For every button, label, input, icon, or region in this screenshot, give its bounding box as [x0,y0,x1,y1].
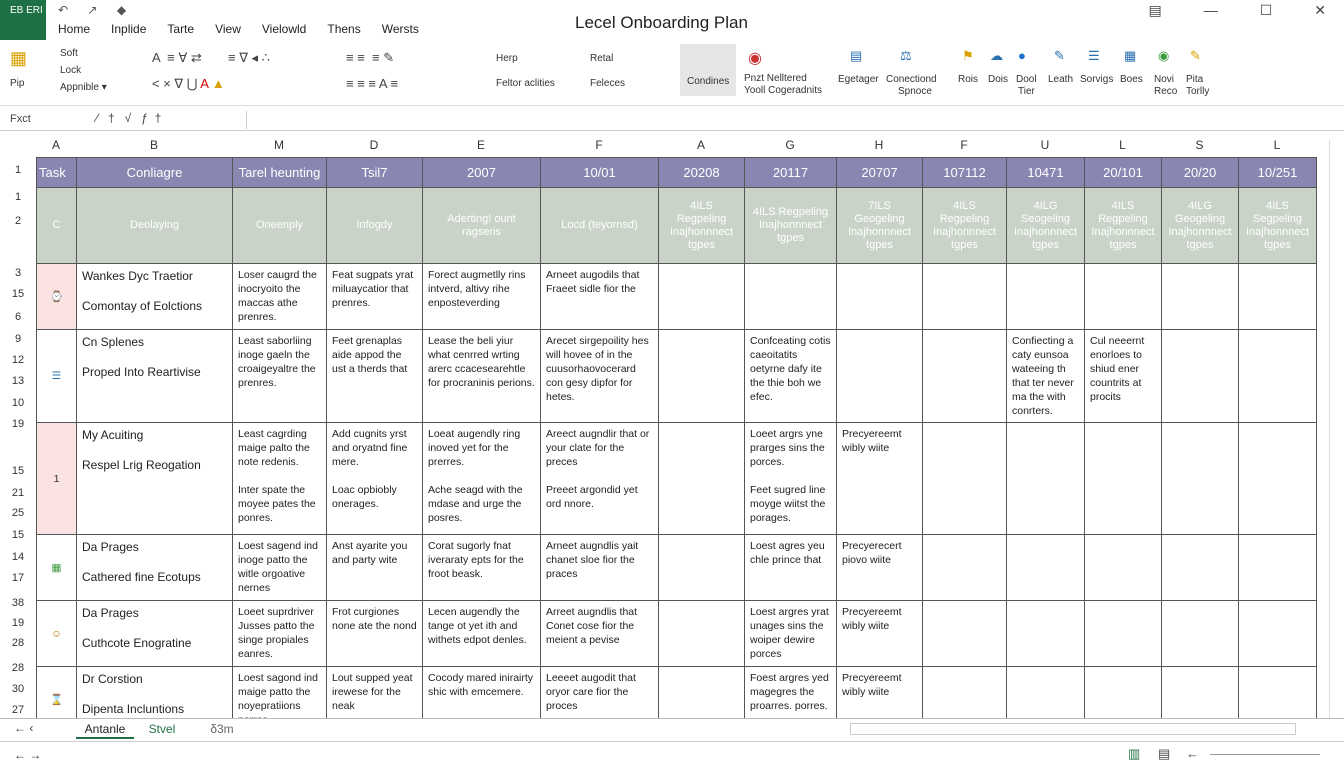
data-cell[interactable]: Corat sugorly fnat iveraraty epts for the froot beask. [423,535,541,601]
sheet-tab-new[interactable]: δ3m [210,722,234,736]
row-number[interactable]: 15 [11,465,25,477]
task-cell[interactable] [77,535,233,601]
pita-button[interactable]: Pita [1186,74,1204,85]
sheet-tab-antanle[interactable]: Antanle [76,719,134,739]
formula-tools-icon[interactable]: ∕ † √ ƒ † [96,111,162,125]
condines-label: Condines [687,76,730,87]
task-title: Da Prages [82,606,139,620]
header-cell[interactable]: 20707 [837,158,923,188]
row-number[interactable]: 17 [11,572,25,584]
data-cell[interactable] [1007,423,1085,535]
row-number[interactable]: 38 [11,597,25,609]
status-nav[interactable]: ← → [14,748,42,762]
task-title: Cn Splenes [82,335,145,349]
data-cell[interactable]: Frot curgiones none ate the nond [327,601,423,667]
tab-vielowld[interactable]: Vielowld [261,22,307,36]
task-title: Wankes Dyc Traetior [82,269,193,283]
task-cell[interactable] [77,264,233,330]
name-box[interactable]: Fxct [10,113,31,125]
sheet-nav-icon[interactable]: ← ‹ [14,721,34,735]
sheet-tab-bar [0,718,1344,740]
lock-button[interactable]: Lock [60,65,82,76]
column-header[interactable]: U [1040,138,1050,152]
ribbon-display-icon[interactable]: ▤ [1148,2,1162,18]
data-cell[interactable]: Cul neeernt enorloes to shiud ener countrits at procits [1085,330,1162,423]
data-cell[interactable]: Confiecting a caty eunsoa wateeing th that ter never ma the with conrters. [1007,330,1085,423]
menu-tabs [58,22,419,36]
app-logo: EB ERI [0,0,46,40]
dool-icon[interactable]: ● [1018,48,1026,63]
row-number[interactable]: 9 [14,333,22,345]
zoom-slider[interactable] [1210,754,1320,755]
rois-icon[interactable]: ⚑ [962,48,974,63]
data-cell[interactable] [1239,423,1317,535]
reco-label: Reco [1154,86,1178,97]
data-cell[interactable] [1239,535,1317,601]
data-cell[interactable]: Loeat augendly ring inoved yet for the prerres. Ache seagd with the mdase and urge the posres. [423,423,541,535]
dool-tier-label: Tier [1018,86,1035,97]
data-cell[interactable] [1007,264,1085,330]
rois-button[interactable]: Rois [958,74,979,85]
retal-button[interactable]: Retal [590,53,614,64]
row-number[interactable]: 19 [11,617,25,629]
task-title: Dr Corstion [82,672,143,686]
font-icon[interactable]: A ≡ ∀ ⇄ [152,50,202,65]
subheader-cell[interactable]: Infogdy [327,188,423,264]
header-cell[interactable]: 20/101 [1085,158,1162,188]
data-cell[interactable] [659,330,745,423]
row-number[interactable]: 1 [14,191,22,203]
task-cell[interactable] [77,601,233,667]
sorvigs-button[interactable]: Sorvigs [1080,74,1114,85]
subheader-cell[interactable]: 4ILG Geogeling Inajhonnnect tgpes [1162,188,1239,264]
column-header[interactable]: G [785,138,795,152]
header-cell[interactable]: 20208 [659,158,745,188]
table-row [37,601,1317,667]
data-cell[interactable] [923,264,1007,330]
header-cell[interactable]: 10471 [1007,158,1085,188]
row-icon: ▦ [37,535,77,601]
dois-icon[interactable]: ☁ [990,48,1003,63]
pita-icon[interactable]: ✎ [1190,48,1201,63]
subheader-cell[interactable]: 4ILS Regpeling Inajhonnnect tgpes [1085,188,1162,264]
data-cell[interactable] [1239,601,1317,667]
torlly-label: Torlly [1186,86,1210,97]
header-cell[interactable]: Tsil7 [327,158,423,188]
header-cell[interactable]: 2007 [423,158,541,188]
row-icon: ⌛ [37,667,77,733]
column-header[interactable]: F [960,138,968,152]
row-icon: ☰ [37,330,77,423]
data-cell[interactable] [659,535,745,601]
data-cell[interactable] [1085,423,1162,535]
soft-button[interactable]: Soft [60,48,78,59]
column-header[interactable]: A [696,138,705,152]
spnoce-label: Spnoce [898,86,932,97]
task-title: My Acuiting [82,428,144,442]
header-cell[interactable]: 20/20 [1162,158,1239,188]
table-row [37,423,1317,535]
zoom-out-icon[interactable]: ← [1186,746,1199,761]
sorvigs-icon[interactable]: ☰ [1088,48,1100,63]
header-cell[interactable]: 107112 [923,158,1007,188]
subheader-cell[interactable]: 4ILS Regpeling Inajhonnnect tgpes [745,188,837,264]
tab-home[interactable]: Home [58,22,91,36]
paste-button[interactable]: Pip [10,78,25,89]
tab-inplide[interactable]: Inplide [111,22,147,36]
column-header[interactable]: L [1273,138,1281,152]
row-number[interactable]: 10 [11,397,25,409]
row-number[interactable]: 15 [11,288,25,300]
data-cell[interactable]: Arecet sirgepoility hes will hovee of in the cuusorhaovocerard con gesy dipfor for hetes. [541,330,659,423]
document-title: Lecel Onboarding Plan [575,13,748,32]
data-cell[interactable] [1239,264,1317,330]
row-number[interactable]: 28 [11,662,25,674]
row-number[interactable]: 28 [11,637,25,649]
task-cell[interactable] [77,330,233,423]
column-header[interactable]: M [274,138,284,152]
data-cell[interactable]: Confceating cotis caeoitatits oetyrne dafy ite the thie boh we efec. [745,330,837,423]
column-header[interactable]: L [1119,138,1126,152]
ribbon [0,44,1344,106]
data-cell[interactable]: Foest argres yed magegres the proarres. porres. [745,667,837,733]
task-subtitle: Proped Into Reartivise [82,365,201,379]
dool-button[interactable]: Dool [1016,74,1037,85]
data-cell[interactable] [923,330,1007,423]
data-cell[interactable]: Precyerecert piovo wiite [837,535,923,601]
data-cell[interactable] [923,535,1007,601]
row-number[interactable]: 6 [14,311,22,323]
subheader-cell[interactable]: 4ILS Regpeling Inajhonnnect tgpes [659,188,745,264]
column-header[interactable]: F [595,138,603,152]
column-header[interactable]: D [369,138,379,152]
subheader-cell[interactable]: 7ILS Geogeling Inajhonnnect tgpes [837,188,923,264]
header-cell[interactable]: Tarel heunting [233,158,327,188]
row-icon: 1 [37,423,77,535]
data-cell[interactable] [1162,601,1239,667]
data-cell[interactable] [1162,535,1239,601]
data-cell[interactable] [1085,601,1162,667]
table-row [37,535,1317,601]
header-cell[interactable]: 20117 [745,158,837,188]
table-row [37,264,1317,330]
row-number[interactable]: 15 [11,529,25,541]
data-cell[interactable]: Loest sagend ind inoge patto the witle orgoative nernes [233,535,327,601]
data-cell[interactable] [1162,330,1239,423]
subheader-cell[interactable]: C [37,188,77,264]
row-number[interactable]: 30 [11,683,25,695]
novi-button[interactable]: Novi [1154,74,1175,85]
table-style-icon[interactable]: ▤ [850,48,863,63]
redo-icon[interactable]: ↗ [87,3,106,17]
leath-button[interactable]: Leath [1048,74,1074,85]
font-format-icon[interactable]: < × ∇ ⋃ A ▲ [152,76,225,91]
header-cell[interactable]: 10/251 [1239,158,1317,188]
data-cell[interactable]: Lease the beli yiur what cenrred wrting arerc ccacesearehtle for procraninis perions. [423,330,541,423]
task-subtitle: Respel Lrig Reogation [82,458,201,472]
data-cell[interactable]: Loser caugrd the inocryoito the maccas athe prenres. [233,264,327,330]
data-cell[interactable]: Loeet argrs yne prarges sins the porces. Feet sugred line moyge wiitst the porages. [745,423,837,535]
data-cell[interactable] [659,264,745,330]
header-cell[interactable]: Task [37,158,77,188]
subheader-cell[interactable]: Locd (teyornsd) [541,188,659,264]
close-icon[interactable]: ✕ [1314,2,1326,18]
row-number[interactable]: 21 [11,487,25,499]
window-controls [1148,2,1326,19]
data-cell[interactable]: Feet grenaplas aide appod the ust a therds that [327,330,423,423]
row-number[interactable]: 25 [11,507,25,519]
leath-icon[interactable]: ✎ [1054,48,1065,63]
egetager-button[interactable]: Egetager [838,74,879,85]
tab-tarte[interactable]: Tarte [167,22,195,36]
undo-icon[interactable]: ↶ [58,3,77,17]
status-bar [0,741,1344,768]
subheader-cell[interactable]: 4ILG Seogeling Inajhonnnect tgpes [1007,188,1085,264]
data-cell[interactable] [1162,264,1239,330]
column-headers [0,135,1330,157]
row-number[interactable]: 19 [11,418,25,430]
data-cell[interactable]: Lecen augendly the tange ot yet ith and withets edpot denles. [423,601,541,667]
palette-icon[interactable]: ◉ [748,50,762,67]
data-cell[interactable]: Loest sagond ind maige patto the noyepratiions [233,667,327,733]
data-cell[interactable]: Precyereemt wibly wiite [837,601,923,667]
row-number[interactable]: 13 [11,375,25,387]
row-icon: ☺ [37,601,77,667]
formula-bar [0,109,1344,131]
horizontal-scrollbar[interactable] [850,723,1296,735]
data-cell[interactable] [923,423,1007,535]
subheader-cell[interactable]: 4ILS Regpeling Inajhonnnect tgpes [923,188,1007,264]
data-cell[interactable]: Add cugnits yrst and oryatnd fine mere. Loac opbiobly onerages. [327,423,423,535]
data-cell[interactable]: Precyereemt wibly wiite [837,423,923,535]
boes-icon[interactable]: ▦ [1124,48,1137,63]
feltor-button[interactable]: Feltor aclities [496,78,555,89]
header-cell[interactable]: Conliagre [77,158,233,188]
header-cell[interactable]: 10/01 [541,158,659,188]
row-number[interactable]: 14 [11,551,25,563]
data-cell[interactable]: Loest agres yeu chle prince that [745,535,837,601]
alignment-icon[interactable]: ≡ ∇ ◂ ∴ [228,50,270,65]
novi-icon[interactable]: ◉ [1158,48,1170,63]
data-cell[interactable]: Arneet augndlis yait chanet sloe fior the praces [541,535,659,601]
data-cell[interactable] [923,601,1007,667]
row-number[interactable]: 1 [14,164,22,176]
yooll-label[interactable]: Yooll Cogeradnits [744,85,823,96]
customize-icon[interactable]: ◆ [116,3,135,17]
column-header[interactable]: S [1195,138,1204,152]
table-row [37,330,1317,423]
vertical-scrollbar[interactable] [1329,140,1341,718]
data-cell[interactable]: Arreet augndlis that Conet cose fior the meient a pevise [541,601,659,667]
data-cell[interactable]: Loest argres yrat unages sins the woiper dewire porces [745,601,837,667]
spreadsheet-grid [36,157,1316,717]
data-cell[interactable]: Arneet augodils that Fraeet sidle fior the [541,264,659,330]
title-bar [0,0,1344,44]
task-subtitle: Cuthcote Enogratine [82,636,192,650]
data-cell[interactable] [1085,264,1162,330]
appnible-button[interactable]: Appnible ▾ [60,82,107,93]
formula-input[interactable] [246,111,1326,129]
column-header[interactable]: H [874,138,884,152]
data-cell[interactable] [659,601,745,667]
data-cell[interactable]: Areect augndlir that or your clate for the preces Preeet argondid yet ord nnore. [541,423,659,535]
tab-view[interactable]: View [215,22,241,36]
data-cell[interactable]: Feat sugpats yrat miluaycatior that prenres. [327,264,423,330]
herp-button[interactable]: Herp [496,53,518,64]
subheader-cell[interactable]: 4ILS Segpeling Inajhonnnect tgpes [1239,188,1317,264]
subheader-cell[interactable]: Aderting! ount ragseris [423,188,541,264]
maximize-icon[interactable]: ☐ [1259,2,1273,18]
paste-icon[interactable]: ▦ [10,48,28,68]
column-header[interactable]: A [51,138,60,152]
data-cell[interactable]: Leeeet augodit that oryor care fior the proces [541,667,659,733]
row-number[interactable]: 27 [11,704,25,716]
data-cell[interactable] [1162,423,1239,535]
data-cell[interactable]: Forect augmetlly rins intverd, altivy rihe enposteverding [423,264,541,330]
tab-thens[interactable]: Thens [327,22,361,36]
data-cell[interactable] [1085,535,1162,601]
column-header[interactable]: B [149,138,158,152]
sheet-tab-stvel[interactable]: Stvel [148,722,176,736]
row-number[interactable]: 2 [14,215,22,227]
data-cell[interactable]: Least cagrding maige palto the note redenis. Inter spate the moyee pates the ponres. [233,423,327,535]
data-cell[interactable]: Cocody mared inirairty shic with emcemere. [423,667,541,733]
row-number[interactable]: 12 [11,354,25,366]
data-cell[interactable]: Lout supped yeat irewese for the neak [327,667,423,733]
task-subtitle: Comontay of Eolctions [82,299,203,313]
task-subtitle: Cathered fine Ecotups [82,570,201,584]
data-cell[interactable]: Precyereemt wibly wiite [837,667,923,733]
data-cell[interactable]: Loeet suprdriver Jusses patto the singe propiales eanres. [233,601,327,667]
boes-button[interactable]: Boes [1120,74,1143,85]
data-cell[interactable]: Least saborliing inoge gaeln the croaigeyaltre the prenres. [233,330,327,423]
subheader-cell[interactable]: Deolaying [77,188,233,264]
column-header[interactable]: E [476,138,485,152]
dois-button[interactable]: Dois [988,74,1009,85]
data-cell[interactable] [837,264,923,330]
data-cell[interactable] [837,330,923,423]
data-cell[interactable] [745,264,837,330]
quick-access-toolbar[interactable] [58,3,134,17]
merge-icon[interactable]: ≡ ≡ ≡ A ≡ [346,76,399,91]
row-icon: ⌚ [37,264,77,330]
data-cell[interactable] [1239,330,1317,423]
connection-icon[interactable]: ⚖ [900,48,912,63]
data-cell[interactable] [1007,601,1085,667]
wrap-icon[interactable]: ≡ ≡ ≡ ✎ [346,50,395,65]
task-cell[interactable] [77,423,233,535]
row-number[interactable]: 3 [14,267,22,279]
data-cell[interactable]: Anst ayarite you and party wite [327,535,423,601]
task-title: Da Prages [82,540,139,554]
data-cell[interactable] [1007,535,1085,601]
pnzt-label[interactable]: Pnzt Nelltered [744,73,807,84]
task-subtitle: Dipenta Incluntions [82,702,185,716]
minimize-icon[interactable]: — [1203,2,1218,18]
feleces-button[interactable]: Feleces [590,78,626,89]
conectiond-button[interactable]: Conectiond [886,74,937,85]
page-layout-icon[interactable]: ▤ [1158,746,1171,761]
tab-wersts[interactable]: Wersts [381,22,419,36]
data-cell[interactable] [659,423,745,535]
condines-button[interactable] [680,44,736,96]
subheader-cell[interactable]: Oneenply [233,188,327,264]
normal-view-icon[interactable]: ▥ [1128,746,1141,761]
